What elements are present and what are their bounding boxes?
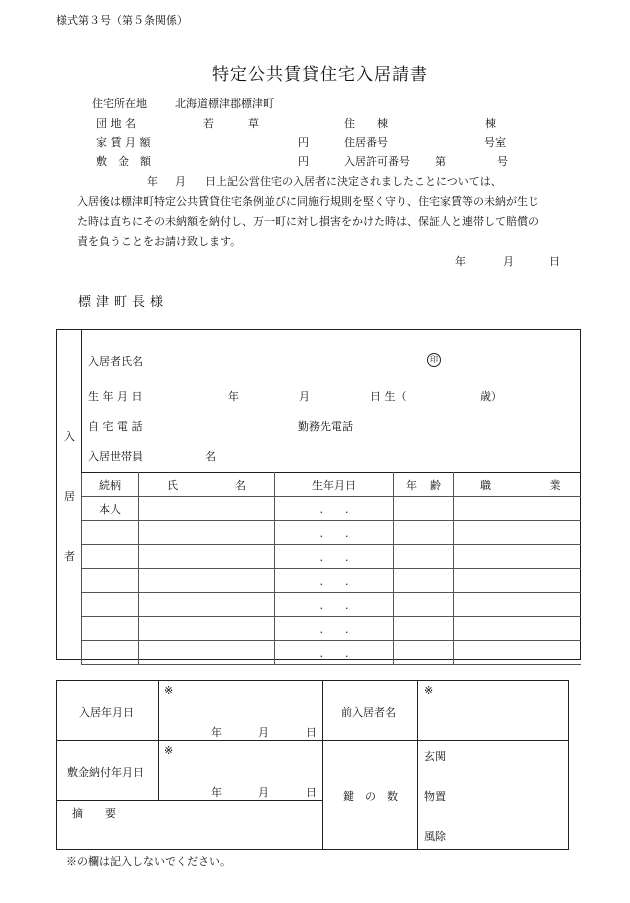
date-month: 月 (503, 255, 514, 268)
permit-suffix: 号 (497, 155, 508, 168)
birth-label: 生 年 月 日 (88, 390, 143, 403)
office-mark-3: ※ (164, 744, 174, 757)
key-item-entrance: 玄関 (424, 750, 446, 763)
dob-cell[interactable]: . . (275, 641, 394, 665)
relation-cell[interactable] (82, 569, 139, 593)
relation-cell[interactable] (82, 521, 139, 545)
deposit-paid-label: 敷金納付年月日 (67, 766, 144, 779)
pledge-year: 年 (147, 175, 158, 188)
footnote: ※の欄は記入しないでください。 (66, 855, 231, 868)
rent-label: 家 賃 月 額 (96, 136, 151, 149)
remarks-label: 摘 要 (72, 807, 116, 820)
seal-mark: 印 (427, 353, 441, 367)
home-phone-label: 自 宅 電 話 (88, 420, 143, 433)
move-in-date-label: 入居年月日 (79, 706, 134, 719)
household-label: 入居世帯員 (88, 450, 143, 463)
permit-prefix: 第 (435, 155, 446, 168)
location-value: 北海道標津郡標津町 (175, 97, 274, 110)
building-label: 住 棟 (344, 117, 388, 130)
resident-name-label: 入居者氏名 (88, 355, 143, 368)
danchi-value-2: 草 (248, 117, 259, 130)
relation-cell[interactable]: 本人 (82, 497, 139, 521)
table-row (82, 593, 581, 617)
birth-month: 月 (299, 390, 310, 403)
move-in-year[interactable]: 年 (211, 726, 222, 739)
dob-cell[interactable]: . . (275, 593, 394, 617)
header-occupation: 職 業 (454, 473, 581, 497)
relation-cell[interactable] (82, 617, 139, 641)
move-in-day[interactable]: 日 (306, 726, 317, 739)
pledge-line-2: 入居後は標津町特定公共賃貸住宅条例並びに同施行規則を堅く守り、住宅家賃等の未納が生じ (77, 195, 539, 208)
header-age: 年 齢 (394, 473, 454, 497)
household-count-suffix: 名 (205, 450, 216, 463)
household-members-table (81, 472, 581, 665)
header-birthdate: 生年月日 (275, 473, 394, 497)
keys-label: 鍵 の 数 (343, 790, 398, 803)
office-hline-1 (56, 740, 569, 741)
side-label-2: 居 (64, 490, 75, 503)
deposit-label: 敷 金 額 (96, 155, 151, 168)
office-hline-2 (56, 800, 323, 801)
header-name: 氏 名 (139, 473, 275, 497)
table-row (82, 497, 581, 521)
side-label-3: 者 (64, 550, 75, 563)
relation-cell[interactable] (82, 593, 139, 617)
date-year: 年 (455, 255, 466, 268)
table-row (82, 545, 581, 569)
table-row (82, 641, 581, 665)
unit-no-suffix: 号室 (484, 136, 506, 149)
dob-cell[interactable]: . . (275, 497, 394, 521)
location-label: 住宅所在地 (92, 97, 147, 110)
pledge-line-1: 日上記公営住宅の入居者に決定されましたことについては、 (205, 175, 502, 188)
deposit-month[interactable]: 月 (258, 786, 269, 799)
dob-cell[interactable]: . . (275, 617, 394, 641)
dob-cell[interactable]: . . (275, 545, 394, 569)
key-item-storage: 物置 (424, 790, 446, 803)
pledge-month: 月 (175, 175, 186, 188)
side-label-1: 入 (64, 430, 75, 443)
office-mark-1: ※ (164, 684, 174, 697)
office-mark-2: ※ (424, 684, 434, 697)
deposit-unit: 円 (298, 155, 309, 168)
pledge-line-4: 責を負うことをお請け致します。 (77, 235, 242, 248)
birth-year: 年 (228, 390, 239, 403)
rent-unit: 円 (298, 136, 309, 149)
permit-label: 入居許可番号 (344, 155, 410, 168)
deposit-year[interactable]: 年 (211, 786, 222, 799)
table-row (82, 569, 581, 593)
deposit-day[interactable]: 日 (306, 786, 317, 799)
birth-age: 歳） (480, 390, 502, 403)
pledge-line-3: た時は直ちにその未納額を納付し、万一町に対し損害をかけた時は、保証人と連帯して賠償の (77, 215, 539, 228)
header-relation: 続柄 (82, 473, 139, 497)
relation-cell[interactable] (82, 641, 139, 665)
birth-day: 日 生（ (370, 390, 407, 403)
date-day: 日 (549, 255, 560, 268)
danchi-label: 団 地 名 (96, 117, 136, 130)
unit-no-label: 住居番号 (344, 136, 388, 149)
form-number: 様式第３号（第５条関係） (56, 14, 188, 27)
office-divider-3 (417, 680, 418, 850)
prev-resident-label: 前入居者名 (341, 706, 396, 719)
dob-cell[interactable]: . . (275, 569, 394, 593)
dob-cell[interactable]: . . (275, 521, 394, 545)
work-phone-label: 勤務先電話 (298, 420, 353, 433)
table-row (82, 617, 581, 641)
building-suffix: 棟 (485, 117, 496, 130)
danchi-value-1: 若 (203, 117, 214, 130)
office-divider-2 (322, 680, 323, 850)
key-item-windbreak: 風除 (424, 830, 446, 843)
page-title: 特定公共賃貸住宅入居請書 (212, 65, 428, 85)
addressee: 標津町長様 (78, 295, 169, 310)
move-in-month[interactable]: 月 (258, 726, 269, 739)
members-header-row (82, 473, 581, 497)
table-row (82, 521, 581, 545)
relation-cell[interactable] (82, 545, 139, 569)
